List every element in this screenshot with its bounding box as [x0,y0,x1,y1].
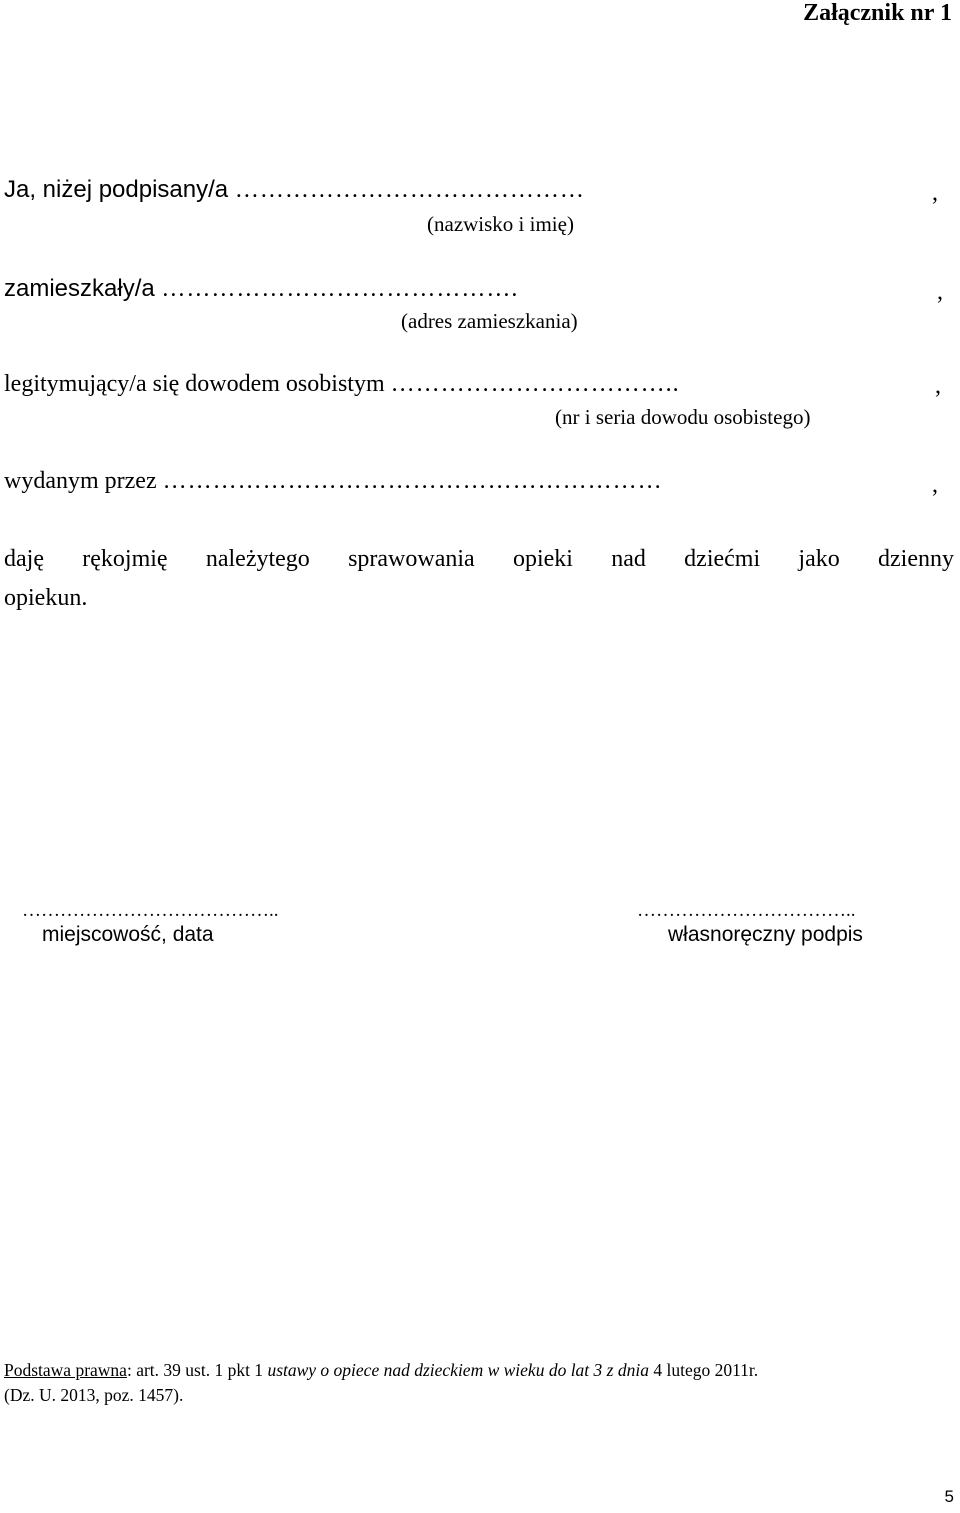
name-caption: (nazwisko i imię) [427,212,574,236]
place-date-field[interactable]: ………………………………….. [22,900,279,921]
legal-basis-date: 4 lutego 2011r. [648,1360,759,1380]
statement-paragraph [4,540,954,618]
issued-by-comma: , [932,472,938,498]
signature-caption: własnoręczny podpis [668,923,863,946]
address-comma: , [937,279,943,305]
name-label: Ja, niżej podpisany/a [4,176,229,203]
address-label: zamieszkały/a [4,275,155,302]
page-number: 5 [944,1487,954,1506]
name-field[interactable]: …………………………………… [234,177,585,203]
issued-by-field[interactable]: …………………………………………………… [162,468,663,494]
id-card-label: legitymujący/a się dowodem osobistym [4,371,385,397]
statement-line-2: opiekun. [4,585,88,611]
issued-by-line [4,468,663,495]
id-card-field[interactable]: …………………………….. [390,371,680,397]
address-field[interactable]: ……………………………………. [161,276,519,302]
legal-basis [4,1358,959,1408]
attachment-header: Załącznik nr 1 [803,0,952,26]
id-card-caption: (nr i seria dowodu osobistego) [555,405,811,429]
statement-line-1: daję rękojmię należytego sprawowania opieki nad dziećmi jako dzienny [4,546,954,572]
legal-basis-text: : art. 39 ust. 1 pkt 1 [126,1360,268,1380]
signature-field[interactable]: …………………………….. [637,900,856,921]
address-caption: (adres zamieszkania) [401,309,578,333]
legal-basis-line-1 [4,1358,959,1383]
name-comma: , [932,180,938,206]
id-card-comma: , [935,373,941,399]
id-card-line [4,371,680,398]
legal-basis-act: ustawy o opiece nad dzieckiem w wieku do lat 3 z dnia [267,1360,649,1380]
place-date-caption: miejscowość, data [42,923,214,946]
legal-basis-line-2: (Dz. U. 2013, poz. 1457). [4,1385,184,1405]
legal-basis-label: Podstawa prawna [4,1360,127,1380]
name-line [4,176,585,204]
address-line [4,275,518,303]
issued-by-label: wydanym przez [4,468,157,494]
